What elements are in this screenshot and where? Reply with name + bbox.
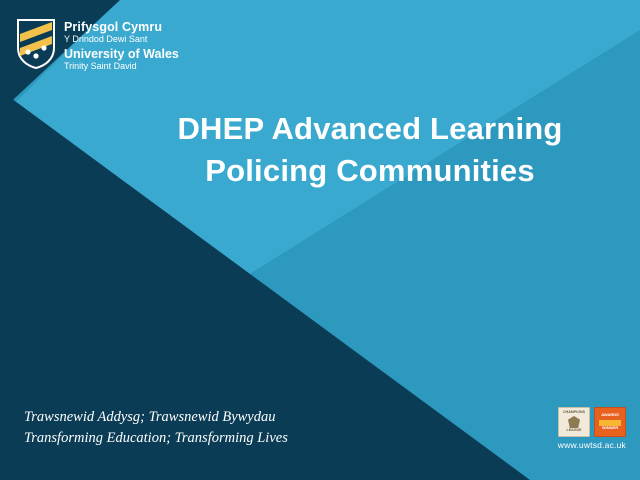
footer-badges [558, 407, 626, 450]
champions-badge-emblem [568, 416, 580, 428]
award-badge-caption-bottom: WINNER [601, 425, 619, 430]
university-logo-text [64, 18, 179, 71]
logo-english-name: University of Wales [64, 47, 179, 62]
logo-english-subname: Trinity Saint David [64, 61, 137, 72]
strapline-english: Transforming Education; Transforming Lives [24, 430, 288, 447]
slide-title [120, 108, 620, 192]
slide-title-line-2: Policing Communities [205, 152, 535, 188]
website-url[interactable]: www.uwtsd.ac.uk [557, 440, 626, 450]
strapline-welsh: Trawsnewid Addysg; Trawsnewid Bywydau [24, 408, 276, 425]
award-badge-caption-top: AWARDS [601, 412, 619, 418]
university-logo [16, 18, 179, 71]
award-badge-icon [594, 407, 626, 437]
champions-badge-caption-bottom: LEAGUE [566, 428, 582, 432]
logo-welsh-name: Prifysgol Cymru [64, 20, 163, 34]
university-crest-icon [16, 18, 56, 70]
champions-badge-caption-top: CHAMPIONS [563, 410, 585, 415]
slide-title-line-1: DHEP Advanced Learning [177, 111, 563, 146]
logo-welsh-subname: Y Drindod Dewi Sant [64, 34, 148, 44]
strapline [24, 407, 288, 451]
champions-badge-icon [558, 407, 590, 437]
badge-row [558, 407, 626, 437]
